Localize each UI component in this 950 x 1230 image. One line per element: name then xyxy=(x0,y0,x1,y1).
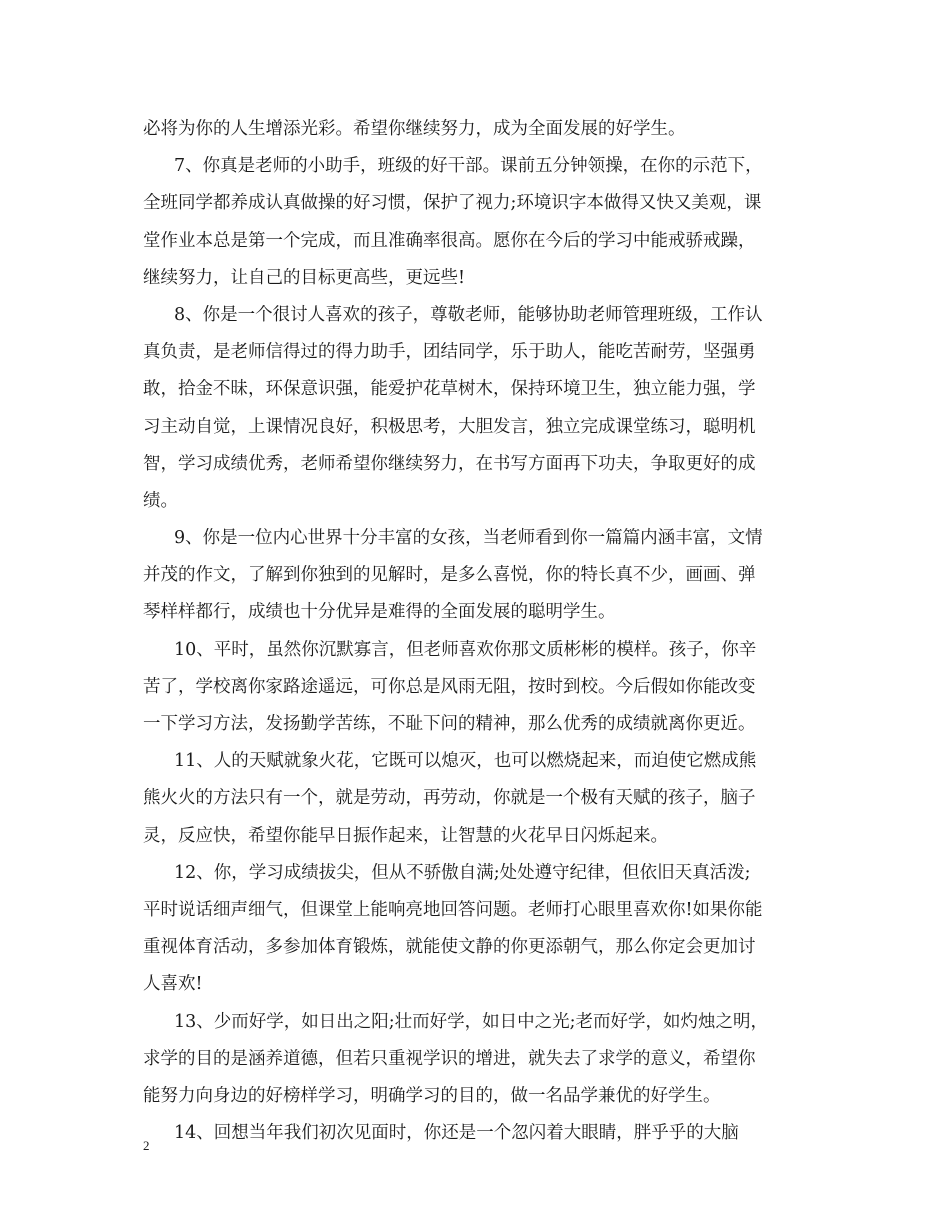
text-line: 重视体育活动，多参加体育锻炼，就能使文静的你更添朝气，那么你定会更加讨 xyxy=(143,937,756,958)
text-line: 熊火火的方法只有一个，就是劳动，再劳动，你就是一个极有天赋的孩子，脑子 xyxy=(143,788,756,809)
text-line: 敢，拾金不昧，环保意识强，能爱护花草树木，保持环境卫生，独立能力强，学 xyxy=(143,379,756,400)
text-line: 并茂的作文，了解到你独到的见解时，是多么喜悦，你的特长真不少，画画、弹 xyxy=(143,565,756,586)
text-line: 8、你是一个很讨人喜欢的孩子，尊敬老师，能够协助老师管理班级，工作认 xyxy=(174,304,763,325)
text-line: 能努力向身边的好榜样学习，明确学习的目的，做一名品学兼优的好学生。 xyxy=(143,1085,721,1106)
text-line: 求学的目的是涵养道德，但若只重视学识的增进，就失去了求学的意义，希望你 xyxy=(143,1048,756,1069)
text-line: 平时说话细声细气，但课堂上能响亮地回答问题。老师打心眼里喜欢你!如果你能 xyxy=(143,899,763,920)
text-line: 12、你，学习成绩拔尖，但从不骄傲自满;处处遵守纪律，但依旧天真活泼; xyxy=(174,862,751,883)
text-line: 琴样样都行，成绩也十分优异是难得的全面发展的聪明学生。 xyxy=(143,602,616,623)
text-line: 10、平时，虽然你沉默寡言，但老师喜欢你那文质彬彬的模样。孩子，你辛 xyxy=(174,639,757,660)
text-line: 习主动自觉，上课情况良好，积极思考，大胆发言，独立完成课堂练习，聪明机 xyxy=(143,416,756,437)
text-line: 全班同学都养成认真做操的好习惯，保护了视力;环境识字本做得又快又美观，课 xyxy=(143,193,762,214)
text-line: 14、回想当年我们初次见面时，你还是一个忽闪着大眼睛，胖乎乎的大脑 xyxy=(174,1123,739,1144)
text-line: 必将为你的人生增添光彩。希望你继续努力，成为全面发展的好学生。 xyxy=(143,119,686,139)
text-line: 继续努力，让自己的目标更高些，更远些! xyxy=(143,267,466,288)
text-line: 真负责，是老师信得过的得力助手，团结同学，乐于助人，能吃苦耐劳，坚强勇 xyxy=(143,342,756,363)
text-line: 苦了，学校离你家路途遥远，可你总是风雨无阻，按时到校。今后假如你能改变 xyxy=(143,676,756,697)
page-number: 2 xyxy=(143,1138,150,1153)
text-line: 一下学习方法，发扬勤学苦练，不耻下问的精神，那么优秀的成绩就离你更近。 xyxy=(143,714,756,734)
text-line: 13、少而好学，如日出之阳;壮而好学，如日中之光;老而好学，如灼烛之明， xyxy=(174,1011,769,1032)
text-line: 7、你真是老师的小助手，班级的好干部。课前五分钟领操，在你的示范下， xyxy=(174,156,763,177)
text-line: 堂作业本总是第一个完成，而且准确率很高。愿你在今后的学习中能戒骄戒躁， xyxy=(143,230,756,251)
text-line: 人喜欢! xyxy=(143,974,203,995)
text-line: 智，学习成绩优秀，老师希望你继续努力，在书写方面再下功夫，争取更好的成 xyxy=(143,453,756,474)
text-line: 灵，反应快，希望你能早日振作起来，让智慧的火花早日闪烁起来。 xyxy=(143,825,668,846)
document-body xyxy=(143,111,828,1152)
text-line: 绩。 xyxy=(143,490,178,511)
text-line: 11、人的天赋就象火花，它既可以熄灭，也可以燃烧起来，而迫使它燃成熊 xyxy=(174,751,757,772)
text-line: 9、你是一位内心世界十分丰富的女孩，当老师看到你一篇篇内涵丰富，文情 xyxy=(174,528,763,549)
